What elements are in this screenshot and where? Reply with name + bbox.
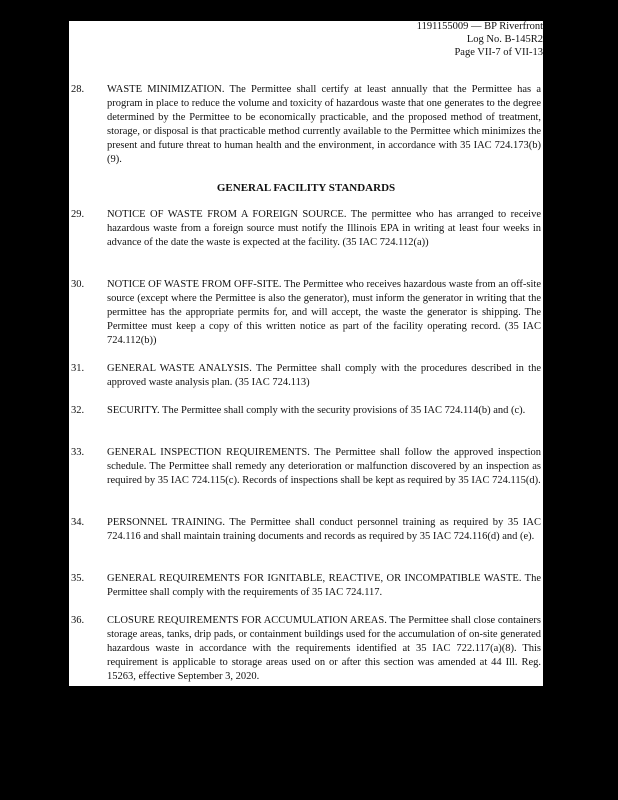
document-page bbox=[69, 21, 543, 686]
condition-text: NOTICE OF WASTE FROM OFF-SITE. The Permittee who receives hazardous waste from an off-site source (except where the Permittee is also the generator), must inform the generator in writing that the permittee has the appropriate permits for, and will accept, the waste the generator is shipping. The Permittee must keep a copy of this written notice as part of the facility operating record. (35 IAC 724.112(b)) bbox=[107, 279, 541, 346]
condition-text: CLOSURE REQUIREMENTS FOR ACCUMULATION AREAS. The Permittee shall close containers storage areas, tanks, drip pads, or containment buildings used for the accumulation of on-site generated hazardous waste in accordance with the requirements identified at 35 IAC 722.117(a)(8). This requirement is applicable to storage areas used on or after this section was amended at 44 Ill. Reg. 15263, effective September 3, 2020. bbox=[107, 615, 541, 682]
condition-number: 31. bbox=[71, 363, 85, 374]
condition-number: 28. bbox=[71, 84, 85, 95]
condition-number: 33. bbox=[71, 447, 85, 458]
section-heading: GENERAL FACILITY STANDARDS bbox=[216, 182, 396, 194]
condition-number: 30. bbox=[71, 279, 85, 290]
header-page-number: Page VII-7 of VII-13 bbox=[454, 47, 543, 58]
condition-text: NOTICE OF WASTE FROM A FOREIGN SOURCE. The permittee who has arranged to receive hazardous waste from a foreign source must notify the Illinois EPA in writing at least four weeks in advance of the date the waste is expected at the facility. (35 IAC 724.112(a)) bbox=[107, 209, 541, 248]
condition-text: PERSONNEL TRAINING. The Permittee shall conduct personnel training as required by 35 IAC 724.116 and shall maintain training documents and records as required by 35 IAC 724.116(d) and (e). bbox=[107, 517, 541, 542]
condition-text: WASTE MINIMIZATION. The Permittee shall certify at least annually that the Permittee has a program in place to reduce the volume and toxicity of hazardous waste that one generates to the degree determined by the Permittee to be economically practicable, and the proposed method of treatment, storage, or disposal is that practicable method currently available to the Permittee which minimizes the present and future threat to human health and the environment, in accordance with 35 IAC 724.173(b)(9). bbox=[107, 84, 541, 165]
header-permit-id: 1191155009 — BP Riverfront bbox=[416, 21, 543, 32]
condition-number: 34. bbox=[71, 517, 85, 528]
condition-text: GENERAL INSPECTION REQUIREMENTS. The Permittee shall follow the approved inspection schedule. The Permittee shall remedy any deterioration or malfunction discovered by an inspection as required by 35 IAC 724.115(c). Records of inspections shall be kept as required by 35 IAC 724.115(d). bbox=[107, 447, 541, 486]
condition-text: GENERAL REQUIREMENTS FOR IGNITABLE, REACTIVE, OR INCOMPATIBLE WASTE. The Permittee shall comply with the requirements of 35 IAC 724.117. bbox=[107, 573, 541, 598]
condition-text: GENERAL WASTE ANALYSIS. The Permittee shall comply with the procedures described in the approved waste analysis plan. (35 IAC 724.113) bbox=[107, 363, 541, 388]
condition-text: SECURITY. The Permittee shall comply with the security provisions of 35 IAC 724.114(b) and (c). bbox=[107, 405, 526, 416]
condition-number: 32. bbox=[71, 405, 85, 416]
condition-number: 29. bbox=[71, 209, 85, 220]
condition-number: 35. bbox=[71, 573, 85, 584]
header-log-number: Log No. B-145R2 bbox=[466, 34, 543, 45]
condition-number: 36. bbox=[71, 615, 85, 626]
